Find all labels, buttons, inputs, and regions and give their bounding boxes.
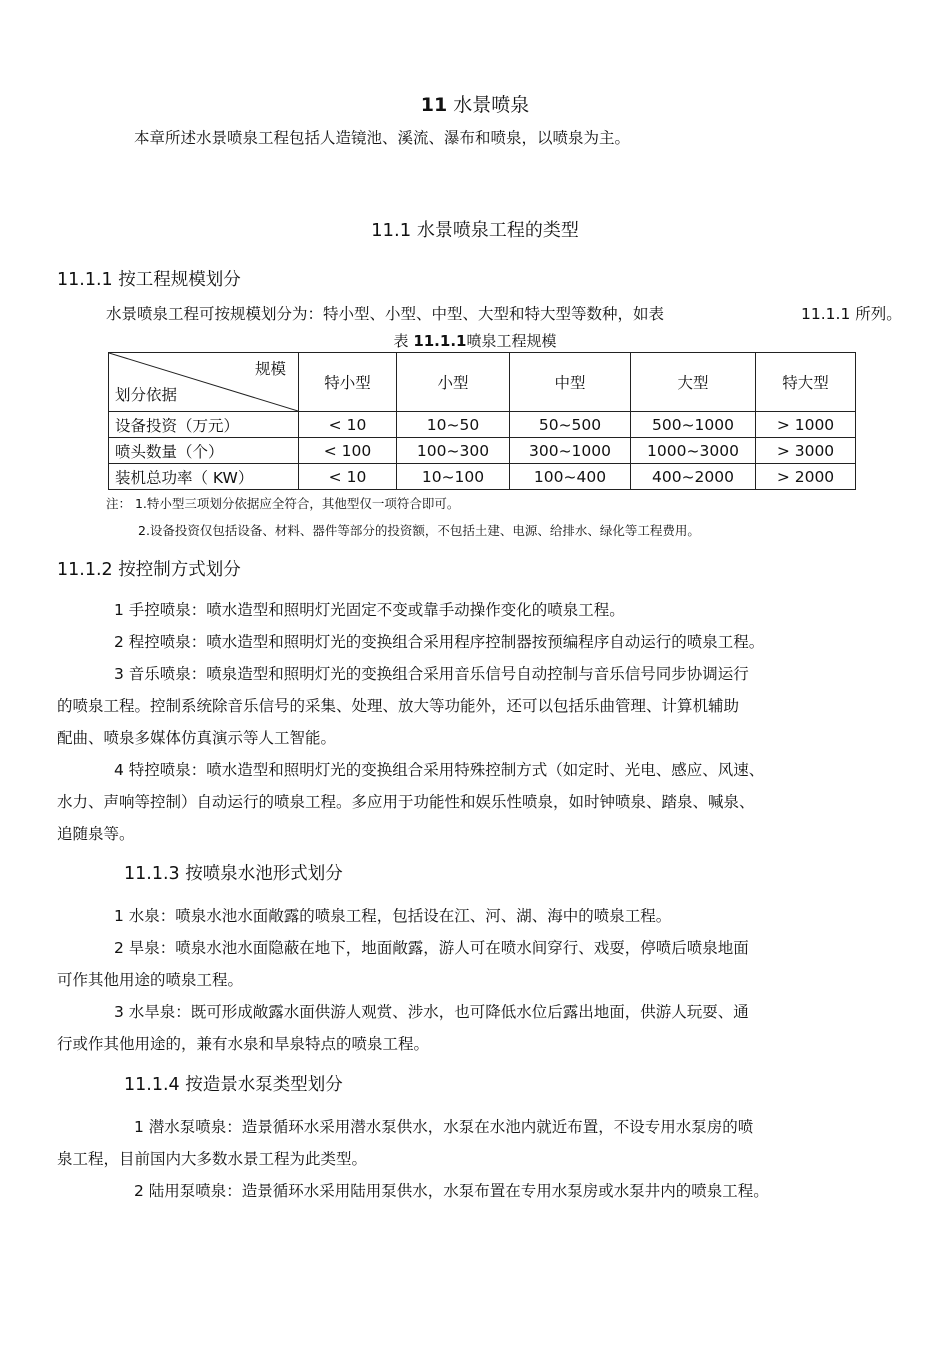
- pool-item-3-line-1: 3 水旱泉：既可形成敞露水面供游人观赏、涉水，也可降低水位后露出地面，供游人玩耍、通: [114, 1003, 749, 1021]
- column-header: 特小型: [299, 353, 397, 412]
- caption-prefix: 表: [393, 332, 409, 350]
- table-cell: 100~300: [397, 438, 510, 464]
- table-cell: > 1000: [756, 412, 856, 438]
- pump-item-1-line-2: 泉工程，目前国内大多数水景工程为此类型。: [57, 1150, 368, 1168]
- section-heading-11-1-4: 11.1.4 按造景水泵类型划分: [124, 1075, 343, 1095]
- control-item-1: 1 手控喷泉：喷水造型和照明灯光固定不变或靠手动操作变化的喷泉工程。: [114, 601, 625, 619]
- control-item-3-line-3: 配曲、喷泉多媒体仿真演示等人工智能。: [57, 729, 337, 747]
- caption-text: 喷泉工程规模: [466, 332, 557, 350]
- table-note-1: 注： 1.特小型三项划分依据应全符合，其他型仅一项符合即可。: [106, 496, 460, 511]
- table-cell: < 100: [299, 438, 397, 464]
- control-item-4-line-3: 追随泉等。: [57, 825, 135, 843]
- control-item-4-line-1: 4 特控喷泉：喷水造型和照明灯光的变换组合采用特殊控制方式（如定时、光电、感应、风速、: [114, 761, 765, 779]
- scale-paragraph-ref: 11.1.1 所列。: [801, 305, 902, 323]
- table-cell: < 10: [299, 464, 397, 490]
- table-corner-cell: [109, 353, 299, 412]
- section-heading-11-1: 11.1 水景喷泉工程的类型: [371, 220, 579, 241]
- page-title: [0, 90, 950, 117]
- column-header: 小型: [397, 353, 510, 412]
- control-item-3-line-1: 3 音乐喷泉：喷泉造型和照明灯光的变换组合采用音乐信号自动控制与音乐信号同步协调运行: [114, 665, 749, 683]
- section-heading-11-1-1: 11.1.1 按工程规模划分: [57, 270, 241, 290]
- chapter-title: 水景喷泉: [453, 94, 530, 116]
- corner-bottom-label: 划分依据: [115, 386, 178, 404]
- caption-number: 11.1.1: [413, 332, 467, 350]
- table-row: [109, 464, 856, 490]
- intro-paragraph: 本章所述水景喷泉工程包括人造镜池、溪流、瀑布和喷泉，以喷泉为主。: [134, 129, 631, 147]
- section-heading-11-1-2: 11.1.2 按控制方式划分: [57, 560, 241, 580]
- table-cell: 1000~3000: [631, 438, 756, 464]
- pool-item-2-line-2: 可作其他用途的喷泉工程。: [57, 971, 244, 989]
- table-note-2: 2.设备投资仅包括设备、材料、器件等部分的投资额，不包括土建、电源、给排水、绿化等工程费用。: [138, 523, 700, 538]
- table-cell: 500~1000: [631, 412, 756, 438]
- control-item-2: 2 程控喷泉：喷水造型和照明灯光的变换组合采用程序控制器按预编程序自动运行的喷泉工程。: [114, 633, 765, 651]
- table-cell: 300~1000: [510, 438, 631, 464]
- control-item-3-line-2: 的喷泉工程。控制系统除音乐信号的采集、处理、放大等功能外，还可以包括乐曲管理、计算机辅助: [57, 697, 740, 715]
- control-item-4-line-2: 水力、声响等控制）自动运行的喷泉工程。多应用于功能性和娱乐性喷泉，如时钟喷泉、踏泉、喊泉、: [57, 793, 755, 811]
- table-cell: < 10: [299, 412, 397, 438]
- scale-paragraph: 水景喷泉工程可按规模划分为：特小型、小型、中型、大型和特大型等数种，如表: [106, 305, 665, 323]
- table-cell: > 3000: [756, 438, 856, 464]
- pump-item-1-line-1: 1 潜水泵喷泉：造景循环水采用潜水泵供水，水泵在水池内就近布置，不设专用水泵房的喷: [134, 1118, 754, 1136]
- row-label: 设备投资（万元）: [109, 412, 299, 438]
- table-cell: 100~400: [510, 464, 631, 490]
- table-header-row: [109, 353, 856, 412]
- corner-top-label: 规模: [254, 360, 286, 378]
- column-header: 大型: [631, 353, 756, 412]
- table-cell: 10~50: [397, 412, 510, 438]
- scale-table: [108, 352, 856, 490]
- table-cell: 50~500: [510, 412, 631, 438]
- column-header: 特大型: [756, 353, 856, 412]
- pump-item-2: 2 陆用泵喷泉：造景循环水采用陆用泵供水，水泵布置在专用水泵房或水泵井内的喷泉工程。: [134, 1182, 769, 1200]
- section-heading-11-1-3: 11.1.3 按喷泉水池形式划分: [124, 864, 343, 884]
- table-cell: > 2000: [756, 464, 856, 490]
- pool-item-2-line-1: 2 旱泉：喷泉水池水面隐蔽在地下，地面敞露，游人可在喷水间穿行、戏耍，停喷后喷泉地面: [114, 939, 749, 957]
- chapter-number: 11: [420, 94, 448, 116]
- table-cell: 10~100: [397, 464, 510, 490]
- table-caption: [0, 330, 950, 351]
- column-header: 中型: [510, 353, 631, 412]
- table-cell: 400~2000: [631, 464, 756, 490]
- table-row: [109, 412, 856, 438]
- pool-item-3-line-2: 行或作其他用途的，兼有水泉和旱泉特点的喷泉工程。: [57, 1035, 430, 1053]
- row-label: 装机总功率（ KW）: [109, 464, 299, 490]
- table-row: [109, 438, 856, 464]
- pool-item-1: 1 水泉：喷泉水池水面敞露的喷泉工程，包括设在江、河、湖、海中的喷泉工程。: [114, 907, 672, 925]
- row-label: 喷头数量（个）: [109, 438, 299, 464]
